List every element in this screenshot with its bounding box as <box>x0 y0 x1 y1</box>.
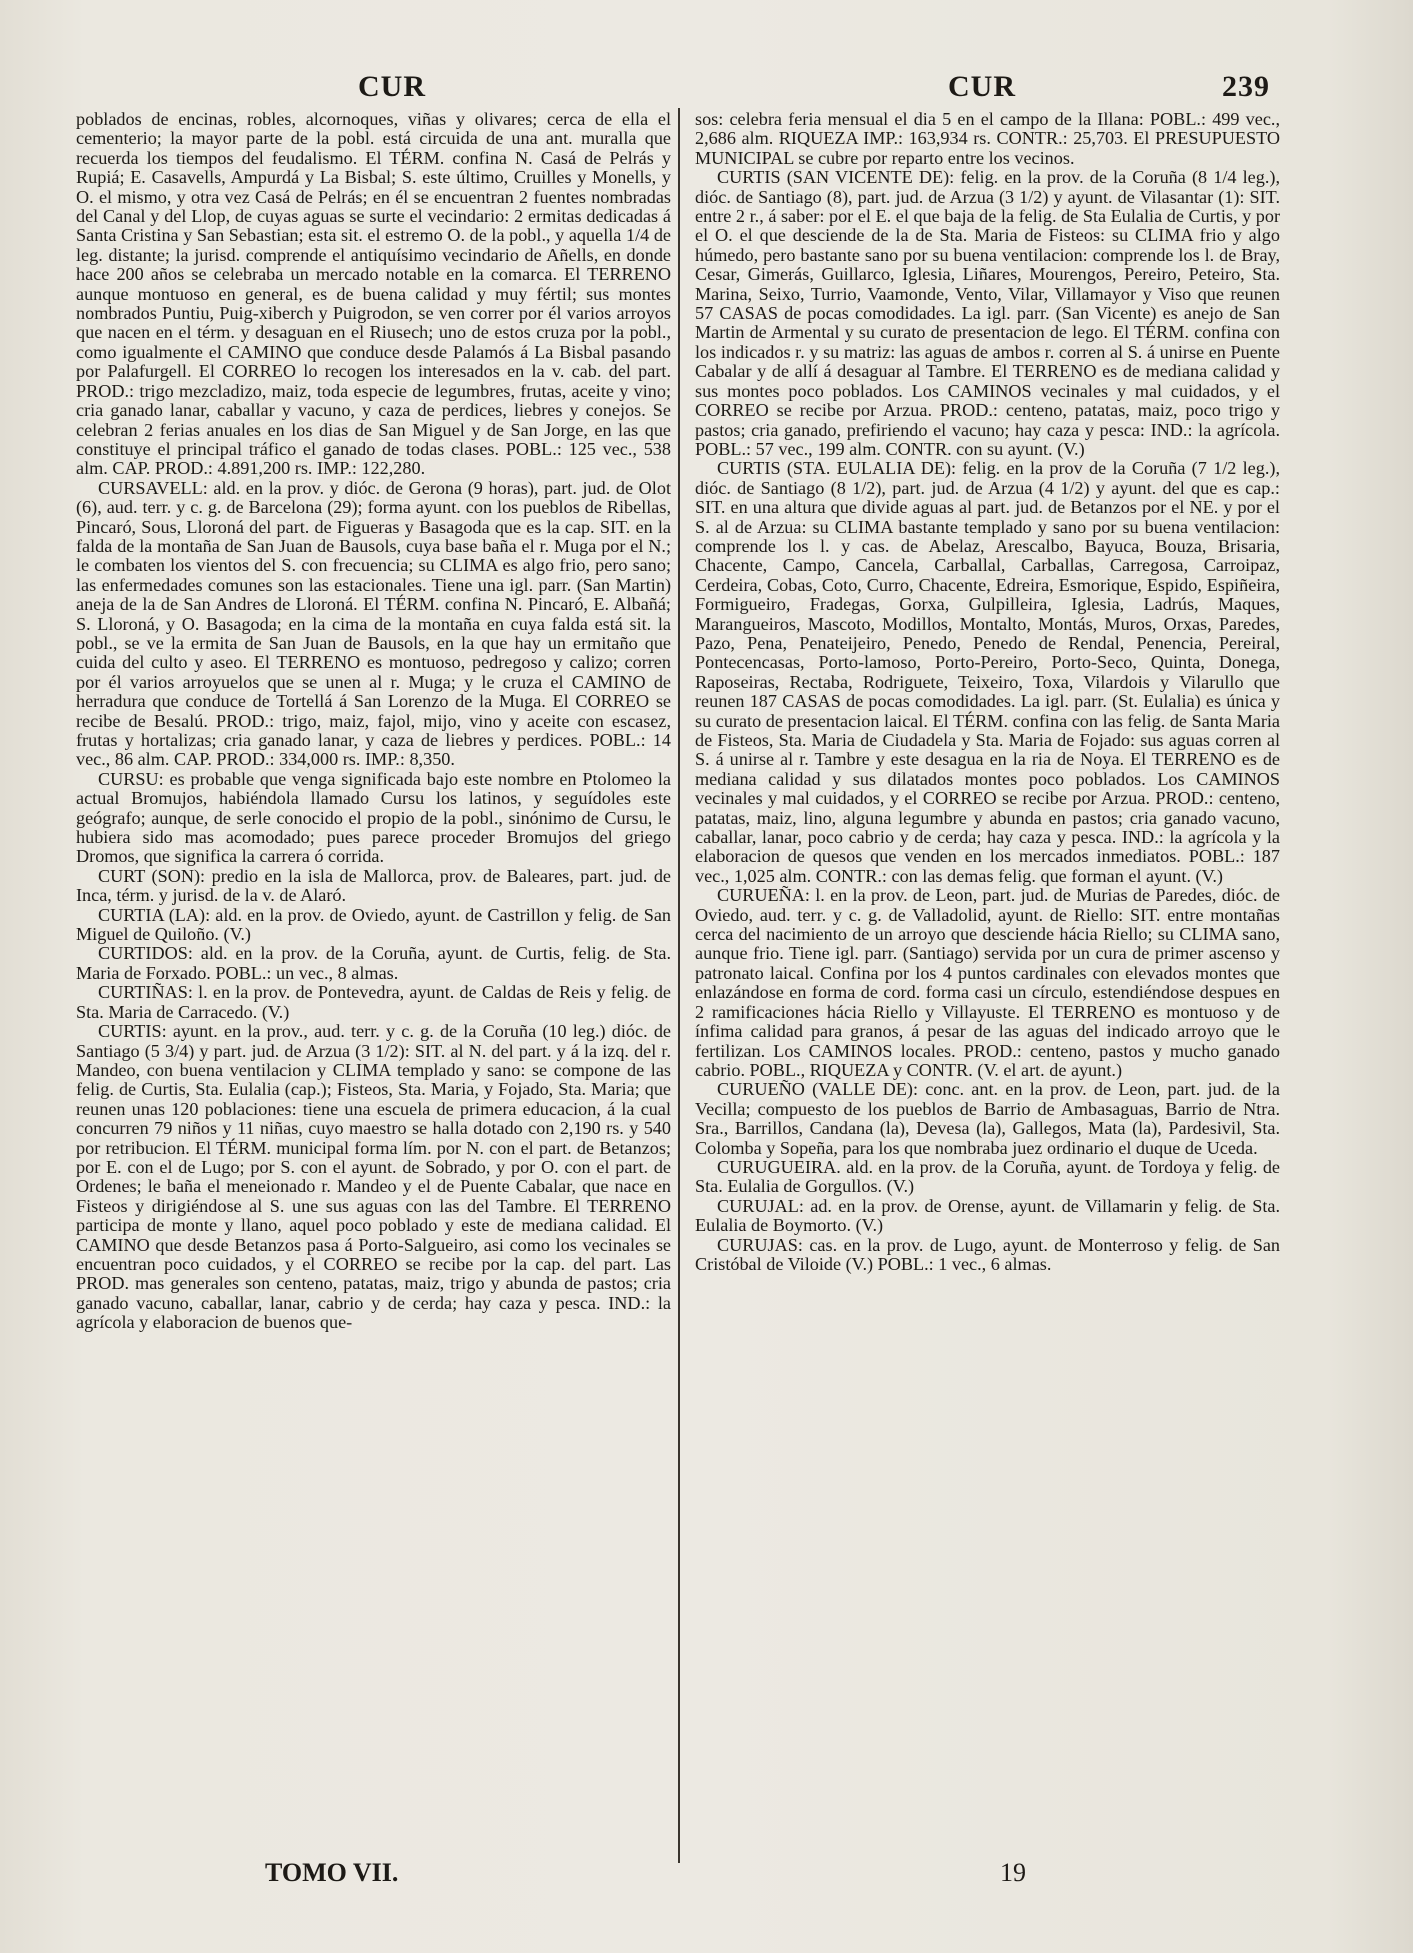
entry-cursu: CURSU: es probable que venga significada bajo este nombre en Ptolomeo la actual Bromujos, habiéndola llamado Cursu los latinos, y seguídoles este geógrafo; aunque, de serle conocido el propio de la pobl., sinónimo de Cursu, le hubiera sido mas acomodado; pues parece proceder Bromujos del griego Dromos, que significa la carrera ó corrida. <box>76 768 671 867</box>
right-column <box>695 110 1280 1855</box>
signature-mark: 19 <box>1000 1858 1026 1887</box>
column-rule <box>678 108 680 1863</box>
entry-curujal: CURUJAL: ad. en la prov. de Orense, ayunt. de Villamarin y felig. de Sta. Eulalia de Boymorto. (V.) <box>695 1195 1280 1236</box>
entry-curt-son: CURT (SON): predio en la isla de Mallorca, prov. de Baleares, part. jud. de Inca, térm. y jurisd. de la v. de Alaró. <box>76 865 671 906</box>
paragraph: sos: celebra feria mensual el dia 5 en el campo de la Illana: POBL.: 499 vec., 2,686 alm. RIQUEZA IMP.: 163,934 rs. CONTR.: 25,703. El PRESUPUESTO MUNICIPAL se cubre por reparto entre los vecinos. <box>695 110 1280 168</box>
page-number: 239 <box>1222 70 1270 103</box>
running-head-right: CUR <box>948 70 1016 103</box>
entry-curuena: CURUEÑA: l. en la prov. de Leon, part. jud. de Murias de Paredes, dióc. de Oviedo, aud. terr. y c. g. de Valladolid, ayunt. de Riello: SIT. entre montañas cerca del nacimiento de un arroyo que desciende hácia Riello; su CLIMA sano, aunque frio. Tiene igl. parr. (Santiago) servida por un cura de primer ascenso y patronato laical. Confina por los 4 puntos cardinales con elevados montes que enlazándose en forma de cord. forma casi un círculo, estendiéndose despues en 2 ramificaciones hácia Riello y Villayuste. El TERRENO es montuoso y de ínfima calidad para granos, á pesar de las aguas del indicado arroyo que le fertilizan. Los CAMINOS locales. PROD.: centeno, pastos y mucho ganado cabrio. POBL., RIQUEZA y CONTR. (V. el art. de ayunt.) <box>695 885 1280 1080</box>
entry-curtia: CURTIA (LA): ald. en la prov. de Oviedo, ayunt. de Castrillon y felig. de San Miguel de Quiloño. (V.) <box>76 904 671 945</box>
entry-curueno: CURUEÑO (VALLE DE): conc. ant. en la prov. de Leon, part. jud. de la Vecilla; compuesto de los pueblos de Barrio de Ambasaguas, Barrio de Ntra. Sra., Barrillos, Candana (la), Devesa (la), Gallegos, Mata (la), Pardesivil, Sta. Colomba y Sopeña, para los que nombraba juez ordinario el duque de Uceda. <box>695 1079 1280 1158</box>
paragraph: poblados de encinas, robles, alcornoques, viñas y olivares; cerca de ella el cementerio; la mayor parte de la pobl. está circuida de una ant. muralla que recuerda los tiempos del feudalismo. El TÉRM. confina N. Casá de Pelrás y Rupiá; E. Casavells, Ampurdá y La Bisbal; S. este último, Cruilles y Monells, y O. el mismo, y otra vez Casá de Pelrás; en él se encuentran 2 fuentes nombradas del Canal y del Llop, de cuyas aguas se surte el vecindario: 2 ermitas dedicadas á Santa Cristina y San Sebastian; esta sit. el estremo O. de la pobl., y aquella 1/4 de leg. distante; la jurisd. comprende el antiquísimo vecindario de Añells, en donde hace 200 años se celebraba un mercado notable en la comarca. El TERRENO aunque montuoso en general, es de buena calidad y muy fértil; sus montes nombrados Puntiu, Puig-xiberch y Puigrodon, se ven correr por él varios arroyos que nacen en el térm. y desaguan en el Riusech; uno de estos cruza por la pobl., como igualmente el CAMINO que conduce desde Palamós á La Bisbal pasando por Palafurgell. El CORREO lo recogen los interesados en la v. cab. del part. PROD.: trigo mezcladizo, maiz, toda especie de legumbres, frutas, aceite y vino; cria ganado lanar, caballar y vacuno, y caza de perdices, liebres y conejos. Se celebran 2 ferias anuales en los dias de San Miguel y de San Jorge, en las que constituye el principal tráfico el ganado de todas clases. POBL.: 125 vec., 538 alm. CAP. PROD.: 4.891,200 rs. IMP.: 122,280. <box>76 110 671 479</box>
left-column <box>76 110 671 1855</box>
entry-curtis-san-vicente: CURTIS (SAN VICENTE DE): felig. en la prov. de la Coruña (8 1/4 leg.), dióc. de Santiago (8), part. jud. de Arzua (3 1/2) y ayunt. de Vilasantar (1): SIT. entre 2 r., á saber: por el E. el que baja de la felig. de Sta Eulalia de Curtis, y por el O. el que desciende de la de Sta. Maria de Fisteos: su CLIMA frio y algo húmedo, pero bastante sano por su buena ventilacion: comprende los l. de Bray, Cesar, Gimerás, Guillarco, Iglesia, Liñares, Mourengos, Pereiro, Peteiro, Sta. Marina, Seixo, Turrio, Vaamonde, Vento, Vilar, Villamayor y Viso que reunen 57 CASAS de pocas comodidades. La igl. parr. (San Vicente) es anejo de San Martin de Armental y su curato de presentacion de lego. El TÉRM. confina con los indicados r. y su matriz: las aguas de ambos r. corren al S. á unirse en Puente Cabalar y de allí á desaguar al Tambre. El TERRENO es de mediana calidad y sus montes poco poblados. Los CAMINOS vecinales y mal cuidados, y el CORREO se recibe por Arzua. PROD.: centeno, patatas, maiz, poco trigo y pastos; cria ganado, prefiriendo el vacuno; hay caza y pesca: IND.: la agrícola. POBL.: 57 vec., 199 alm. CONTR. con su ayunt. (V.) <box>695 167 1280 459</box>
running-head-left: CUR <box>358 70 426 103</box>
entry-curtinas: CURTIÑAS: l. en la prov. de Pontevedra, ayunt. de Caldas de Reis y felig. de Sta. Maria de Carracedo. (V.) <box>76 982 671 1022</box>
entry-curtidos: CURTIDOS: ald. en la prov. de la Coruña, ayunt. de Curtis, felig. de Sta. Maria de Forxado. POBL.: un vec., 8 almas. <box>76 943 671 983</box>
volume-label: TOMO VII. <box>265 1858 399 1887</box>
entry-curugueira: CURUGUEIRA. ald. en la prov. de la Coruña, ayunt. de Tordoya y felig. de Sta. Eulalia de Gorgullos. (V.) <box>695 1156 1280 1197</box>
entry-curtis-sta-eulalia: CURTIS (STA. EULALIA DE): felig. en la prov de la Coruña (7 1/2 leg.), dióc. de Santiago (8 1/2), part. jud. de Arzua (4 1/2) y ayunt. del que es cap.: SIT. en una altura que divide aguas al part. jud. de Betanzos por el NE. y por el S. al de Arzua: su CLIMA bastante templado y sano por su buena ventilacion: comprende los l. y cas. de Abelaz, Arescalbo, Bayuca, Bouza, Brisaria, Chacente, Campo, Cancela, Carballal, Carballas, Carregosa, Carroipaz, Cerdeira, Cobas, Coto, Curro, Chacente, Edreira, Esmorique, Espido, Espiñeira, Formigueiro, Fradegas, Gorxa, Gulpilleira, Iglesia, Ladrús, Maques, Marangueiros, Mascoto, Modillos, Montalto, Montás, Muros, Orxas, Paredes, Pazo, Pena, Penateijeiro, Penedo, Penedo de Rendal, Penencia, Pereiral, Pontecencasas, Porto-lamoso, Porto-Pereiro, Porto-Seco, Quinta, Donega, Raposeiras, Rectaba, Rodriguete, Teixeiro, Toxa, Vilardois y Vilarullo que reunen 187 CASAS de pocas comodidades. La igl. parr. (St. Eulalia) es única y su curato de presentacion laical. El TÉRM. confina con las felig. de Santa Maria de Fisteos, Sta. Maria de Ciudadela y Sta. Maria de Fojado: sus aguas corren al S. á unirse al r. Tambre y este desagua en la ria de Noya. El TERRENO es de mediana calidad y sus dilatados montes poco poblados. Los CAMINOS vecinales y mal cuidados, y el CORREO se recibe por Arzua. PROD.: centeno, patatas, maiz, lino, alguna legumbre y abunda en pastos; cria ganado vacuno, caballar, lanar, poco cabrio y de cerda; hay caza y pesca. IND.: la agrícola y la elaboracion de quesos que venden en los mercados inmediatos. POBL.: 187 vec., 1,025 alm. CONTR.: con las demas felig. que forman el ayunt. (V.) <box>695 458 1280 886</box>
entry-curtis-ayunt: CURTIS: ayunt. en la prov., aud. terr. y c. g. de la Coruña (10 leg.) dióc. de Santiago (5 3/4) y part. jud. de Arzua (3 1/2): SIT. al N. del part. y á la izq. del r. Mandeo, con buena ventilacion y CLIMA templado y sano: se compone de las felig. de Curtis, Sta. Eulalia (cap.); Fisteos, Sta. Maria, y Fojado, Sta. Maria; que reunen unas 120 poblaciones: tiene una escuela de primera educacion, á la cual concurren 79 niños y 11 niñas, cuyo maestro se halla dotado con 2,190 rs. y 540 por retribucion. El TÉRM. municipal forma lím. por N. con el part. de Betanzos; por E. con el de Lugo; por S. con el ayunt. de Sobrado, y por O. con el part. de Ordenes; le baña el meneionado r. Mandeo y el de Puente Cabalar, que nace en Fisteos y dirigiéndose al S. une sus aguas con las del Tambre. El TERRENO participa de monte y llano, aquel poco poblado y este de mediana calidad. El CAMINO que desde Betanzos pasa á Porto-Salgueiro, asi como los vecinales se encuentran poco cuidados, y el CORREO se recibe por la cap. del part. Las PROD. mas generales son centeno, patatas, maiz, trigo y abunda de pastos; cria ganado vacuno, caballar, lanar, cabrio y de cerda; hay caza y pesca. IND.: la agrícola y elaboracion de buenos que- <box>76 1021 671 1333</box>
entry-curujas: CURUJAS: cas. en la prov. de Lugo, ayunt. de Monterroso y felig. de San Cristóbal de Viloide (V.) POBL.: 1 vec., 6 almas. <box>695 1234 1280 1274</box>
entry-cursavell: CURSAVELL: ald. en la prov. y dióc. de Gerona (9 horas), part. jud. de Olot (6), aud. terr. y c. g. de Barcelona (29); forma ayunt. con los pueblos de Ribellas, Pincaró, Sous, Lloroná del part. de Figueras y Basagoda que es la cap. SIT. en la falda de la montaña de San Juan de Bausols, cuya base baña el r. Muga por el N.; le combaten los vientos del S. con frecuencia; su CLIMA es algo frio, pero sano; las enfermedades comunes son las estacionales. Tiene una igl. parr. (San Martin) aneja de la de San Andres de Lloroná. El TÉRM. confina N. Pincaró, E. Albañá; S. Lloroná, y O. Basagoda; en la cima de la montaña en cuya falda está sit. la pobl., se ve la ermita de San Juan de Bausols, en la que hay un ermitaño que cuida del culto y aseo. El TERRENO es montuoso, pedregoso y calizo; corren por él varios arroyuelos que se unen al r. Muga; y le cruza el CAMINO de herradura que conduce de Tortellá á San Lorenzo de la Muga. El CORREO se recibe de Besalú. PROD.: trigo, maiz, fajol, mijo, vino y aceite con escasez, frutas y hortalizas; cria ganado lanar, y caza de liebres y perdices. POBL.: 14 vec., 86 alm. CAP. PROD.: 334,000 rs. IMP.: 8,350. <box>76 477 671 770</box>
